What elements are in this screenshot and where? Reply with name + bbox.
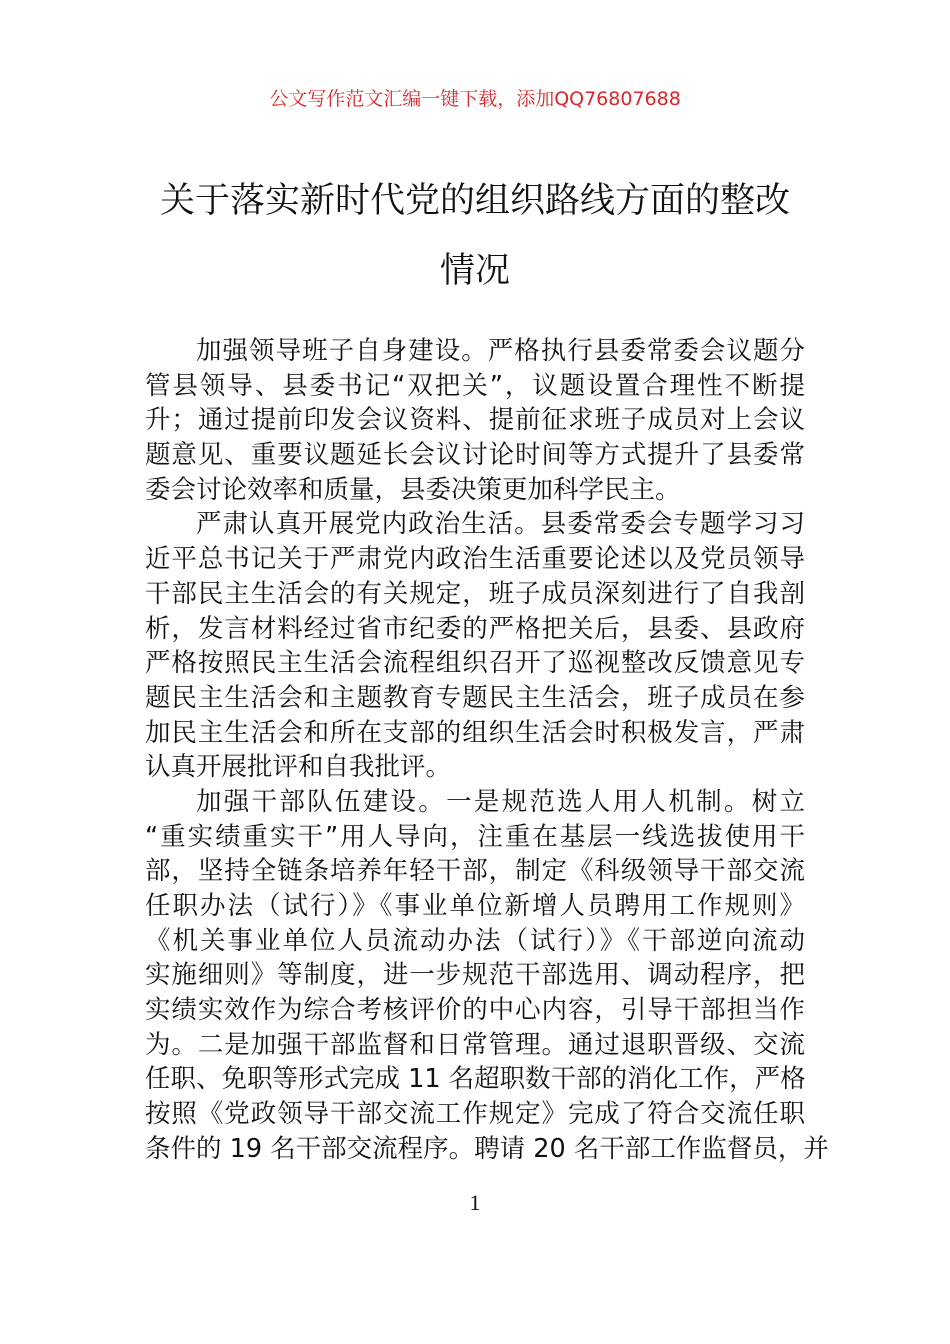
paragraph-line: 加强干部队伍建设。一是规范选人用人机制。树立 [196,786,805,817]
paragraph-line: 任职、免职等形式完成 11 名超职数干部的消化工作，严格 [145,1064,806,1095]
paragraph-line: 严肃认真开展党内政治生活。县委常委会专题学习习 [196,509,805,540]
paragraph-line: 加民主生活会和所在支部的组织生活会时积极发言，严肃 [145,717,805,748]
document-title-line-1: 关于落实新时代党的组织路线方面的整改 [159,181,790,221]
paragraph-line: 析，发言材料经过省市纪委的严格把关后，县委、县政府 [145,613,805,644]
paragraph [145,507,805,785]
paragraph-line: 题意见、重要议题延长会议讨论时间等方式提升了县委常 [145,440,805,471]
paragraph-line: 按照《党政领导干部交流工作规定》完成了符合交流任职 [145,1099,805,1130]
paragraph-line: 题民主生活会和主题教育专题民主生活会，班子成员在参 [145,682,805,713]
paragraph-line: 加强领导班子自身建设。严格执行县委常委会议题分 [196,336,805,366]
page-number: 1 [469,1190,481,1215]
paragraph-line: 任职办法（试行）》《事业单位新增人员聘用工作规则》 [145,891,805,921]
paragraph-line: “重实绩重实干”用人导向，注重在基层一线选拔使用干 [145,821,805,852]
paragraph-line: 实施细则》等制度，进一步规范干部选用、调动程序，把 [145,960,805,991]
paragraph-line: 认真开展批评和自我批评。 [145,752,452,783]
paragraph-line: 干部民主生活会的有关规定，班子成员深刻进行了自我剖 [145,578,805,609]
paragraph-line: 实绩实效作为综合考核评价的中心内容，引导干部担当作 [145,995,805,1026]
download-banner: 公文写作范文汇编一键下载，添加QQ76807688 [269,88,681,110]
paragraph-line: 严格按照民主生活会流程组织召开了巡视整改反馈意见专 [145,648,805,679]
paragraph-line: 为。二是加强干部监督和日常管理。通过退职晋级、交流 [145,1029,805,1060]
paragraph [145,334,805,507]
paragraph-line: 部，坚持全链条培养年轻干部，制定《科级领导干部交流 [145,856,805,887]
document-body [145,334,829,1167]
paragraph-line: 升；通过提前印发会议资料、提前征求班子成员对上会议 [145,405,805,436]
paragraph [145,785,829,1167]
paragraph-line: 管县领导、县委书记“双把关”，议题设置合理性不断提 [145,370,805,401]
document-title-line-2: 情况 [439,251,510,291]
paragraph-line: 《机关事业单位人员流动办法（试行）》《干部逆向流动 [145,925,805,956]
paragraph-line: 委会讨论效率和质量，县委决策更加科学民主。 [145,474,681,505]
paragraph-line: 近平总书记关于严肃党内政治生活重要论述以及党员领导 [145,544,805,575]
paragraph-line: 条件的 19 名干部交流程序。聘请 20 名干部工作监督员，并 [145,1133,829,1164]
